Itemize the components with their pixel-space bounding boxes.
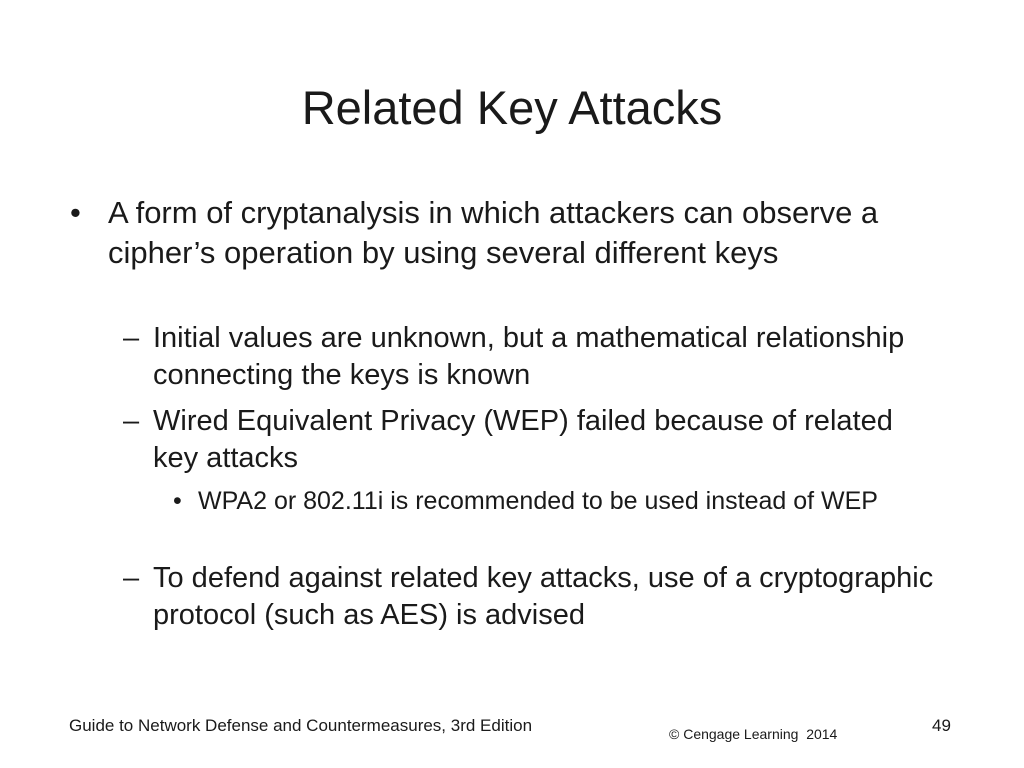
footer-copyright: © Cengage Learning 2014	[669, 726, 838, 742]
bullet-level-1	[70, 193, 888, 273]
bullet-text: A form of cryptanalysis in which attackers can observe a cipher’s operation by using several different keys	[108, 195, 879, 270]
slide-title: Related Key Attacks	[301, 81, 723, 134]
dash-marker: –	[123, 322, 140, 354]
bullet-marker: •	[70, 195, 81, 230]
dash-marker: –	[123, 405, 140, 437]
footer-book-title: Guide to Network Defense and Countermeasures, 3rd Edition	[69, 716, 533, 735]
bullet-text: To defend against related key attacks, use of a cryptographic protocol (such as AES) is advised	[153, 562, 934, 631]
bullet-level-2	[123, 403, 943, 477]
bullet-text: WPA2 or 802.11i is recommended to be used instead of WEP	[198, 487, 878, 515]
bullet-level-3	[173, 484, 958, 518]
bullet-text: Initial values are unknown, but a mathematical relationship connecting the keys is known	[153, 322, 905, 391]
bullet-level-2	[123, 560, 943, 634]
dash-marker: –	[123, 562, 140, 594]
page-number: 49	[932, 716, 951, 735]
bullet-text: Wired Equivalent Privacy (WEP) failed because of related key attacks	[153, 405, 893, 474]
bullet-level-2	[123, 320, 943, 394]
bullet-marker: •	[173, 487, 182, 515]
